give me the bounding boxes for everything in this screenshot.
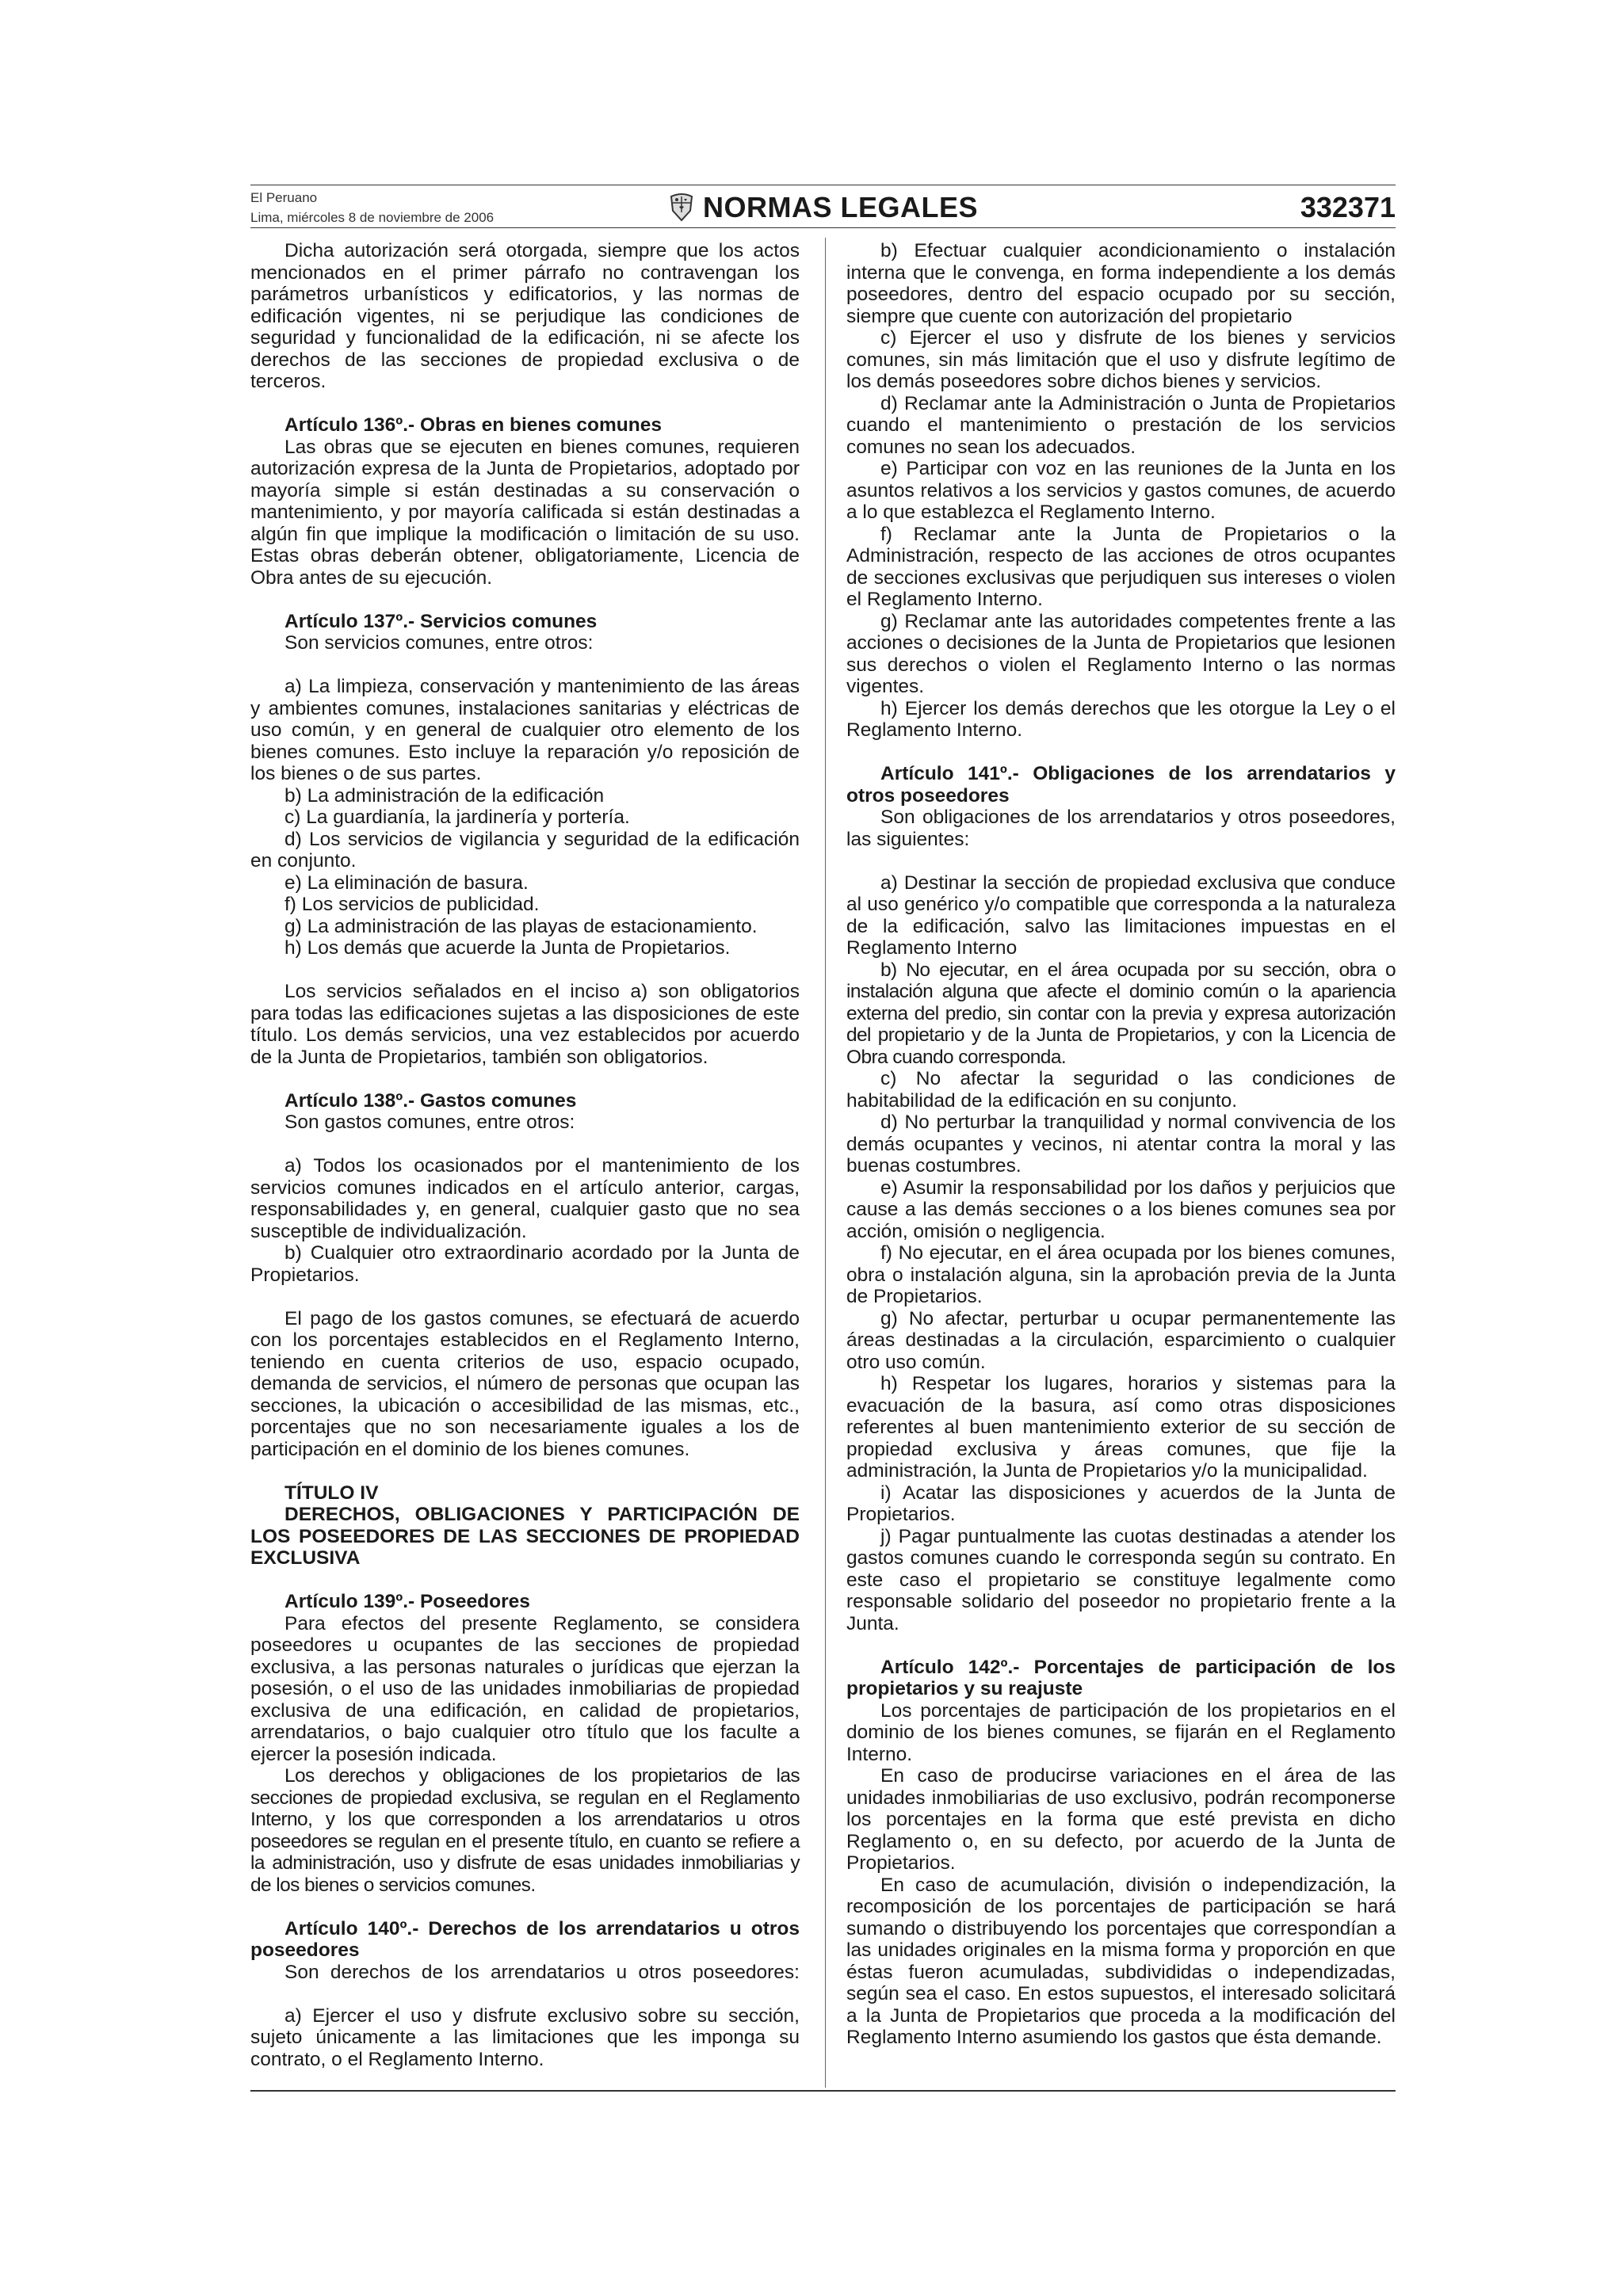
article-141-heading: Artículo 141º.- Obligaciones de los arrendatarios y otros poseedores bbox=[846, 763, 1396, 807]
list-item: h) Respetar los lugares, horarios y sistemas para la evacuación de la basura, así como otras disposiciones referentes al buen mantenimiento exterior de su sección de propiedad exclusiva y áreas comunes, que fije la administración, la Junta de Propietarios y/o la municipalidad. bbox=[846, 1373, 1396, 1482]
article-140-lead: Son derechos de los arrendatarios u otros poseedores: bbox=[285, 1961, 800, 1983]
publication-name: El Peruano bbox=[250, 190, 318, 205]
list-item: e) La eliminación de basura. bbox=[285, 871, 529, 894]
article-137-lead: Son servicios comunes, entre otros: bbox=[285, 632, 594, 654]
list-item: j) Pagar puntualmente las cuotas destinadas a atender los gastos comunes cuando le corresponda según su contrato. En este caso el propietario se constituye legalmente como responsable solidario del poseedor no propietario frente a la Junta. bbox=[846, 1525, 1396, 1634]
list-item: i) Acatar las disposiciones y acuerdos de la Junta de Propietarios. bbox=[846, 1482, 1396, 1525]
column-divider bbox=[825, 238, 826, 2088]
list-item: e) Participar con voz en las reuniones de la Junta en los asuntos relativos a los servicios y gastos comunes, de acuerdo a lo que establezca el Reglamento Interno. bbox=[846, 458, 1396, 523]
left-column bbox=[250, 240, 800, 2070]
list-item: c) La guardianía, la jardinería y portería. bbox=[285, 807, 630, 828]
list-item: c) No afectar la seguridad o las condiciones de habitabilidad de la edificación en su conjunto. bbox=[846, 1068, 1396, 1112]
list-item: f) Reclamar ante la Junta de Propietarios o la Administración, respecto de las acciones de otros ocupantes de secciones exclusivas que perjudiquen sus intereses o violen el Reglamento Interno. bbox=[846, 523, 1396, 610]
list-item: c) Ejercer el uso y disfrute de los bienes y servicios comunes, sin más limitación que el uso y disfrute legítimo de los demás poseedores sobre dichos bienes y servicios. bbox=[846, 327, 1396, 392]
list-item: g) Reclamar ante las autoridades competentes frente a las acciones o decisiones de la Junta de Propietarios que lesionen sus derechos o violen el Reglamento Interno o las normas vigentes. bbox=[846, 610, 1396, 697]
article-138-lead: Son gastos comunes, entre otros: bbox=[285, 1112, 575, 1133]
list-item: b) No ejecutar, en el área ocupada por su sección, obra o instalación alguna que afecte el dominio común o la apariencia externa del predio, sin contar con la previa y expresa autorización del propietario y de la Junta de Propietarios, y con la Licencia de Obra cuando corresponda. bbox=[846, 959, 1396, 1068]
list-item: b) Cualquier otro extraordinario acordado por la Junta de Propietarios. bbox=[250, 1242, 800, 1286]
article-137-closing: Los servicios señalados en el inciso a) son obligatorios para todas las edificaciones sujetas a las disposiciones de este título. Los demás servicios, una vez establecidos por acuerdo de la Junta de Propietarios, también son obligatorios. bbox=[250, 981, 800, 1068]
article-139-paragraph-2: Los derechos y obligaciones de los propietarios de las secciones de propiedad exclusiva, se regulan en el Reglamento Interno, y los que corresponden a los arrendatarios u otros poseedores se regulan en el presente título, en cuanto se refiere a la administración, uso y disfrute de esas unidades inmobiliarias y de los bienes o servicios comunes. bbox=[250, 1765, 800, 1896]
article-142-heading: Artículo 142º.- Porcentajes de participación de los propietarios y su reajuste bbox=[846, 1656, 1396, 1699]
article-136-heading: Artículo 136º.- Obras en bienes comunes bbox=[285, 414, 662, 436]
list-item: b) La administración de la edificación bbox=[285, 784, 605, 807]
list-item: a) La limpieza, conservación y mantenimiento de las áreas y ambientes comunes, instalaciones sanitarias y eléctricas de uso común, y en general de cualquier otro elemento de los bienes comunes. Esto incluye la reparación y/o reposición de los bienes o de sus partes. bbox=[250, 676, 800, 784]
article-136-text: Las obras que se ejecuten en bienes comunes, requieren autorización expresa de la Junta de Propietarios, adoptado por mayoría simple si están destinadas a su conservación o mantenimiento, y por mayoría calificada si están destinadas a algún fin que implique la modificación o limitación de su uso. Estas obras deberán obtener, obligatoriamente, Licencia de Obra antes de su ejecución. bbox=[250, 436, 800, 589]
article-137-heading: Artículo 137º.- Servicios comunes bbox=[285, 610, 598, 632]
page-header bbox=[250, 185, 1396, 228]
article-142-paragraph-2: En caso de producirse variaciones en el área de las unidades inmobiliarias de uso exclusivo, podrán recomponerse los porcentajes en la forma que esté prevista en dicho Reglamento o, en su defecto, por acuerdo de la Junta de Propietarios. bbox=[846, 1765, 1396, 1874]
list-item: e) Asumir la responsabilidad por los daños y perjuicios que cause a las demás secciones o a los bienes comunes sea por acción, omisión o negligencia. bbox=[846, 1177, 1396, 1242]
list-item: h) Ejercer los demás derechos que les otorgue la Ley o el Reglamento Interno. bbox=[846, 697, 1396, 741]
section-title: NORMAS LEGALES bbox=[702, 191, 978, 223]
list-item: d) No perturbar la tranquilidad y normal convivencia de los demás ocupantes y vecinos, ni atentar contra la moral y las buenas costumbres. bbox=[846, 1112, 1396, 1177]
section-title-block bbox=[250, 190, 1396, 225]
article-141-lead: Son obligaciones de los arrendatarios y otros poseedores, las siguientes: bbox=[846, 807, 1396, 850]
article-140-heading: Artículo 140º.- Derechos de los arrendatarios u otros poseedores bbox=[250, 1917, 800, 1961]
article-139-heading: Artículo 139º.- Poseedores bbox=[285, 1591, 530, 1612]
article-139-paragraph-1: Para efectos del presente Reglamento, se considera poseedores u ocupantes de las secciones de propiedad exclusiva, a las personas naturales o jurídicas que ejerzan la posesión, o el uso de las unidades inmobiliarias de propiedad exclusiva de una edificación, en calidad de propietarios, arrendatarios, o bajo cualquier otro título que los faculte a ejercer la posesión indicada. bbox=[250, 1612, 800, 1765]
intro-paragraph: Dicha autorización será otorgada, siempre que los actos mencionados en el primer párrafo no contravengan los parámetros urbanísticos y edificatorios, y las normas de edificación vigentes, ni se perjudique las condiciones de seguridad y funcionalidad de la edificación, ni se afecte los derechos de las secciones de propiedad exclusiva o de terceros. bbox=[250, 240, 800, 392]
list-item: f) No ejecutar, en el área ocupada por los bienes comunes, obra o instalación alguna, sin la aprobación previa de la Junta de Propietarios. bbox=[846, 1242, 1396, 1307]
list-item: g) No afectar, perturbar u ocupar permanentemente las áreas destinadas a la circulación, esparcimiento o cualquier otro uso común. bbox=[846, 1307, 1396, 1373]
titulo-iv-title: DERECHOS, OBLIGACIONES Y PARTICIPACIÓN DE LOS POSEEDORES DE LAS SECCIONES DE PROPIEDAD EXCLUSIVA bbox=[250, 1504, 800, 1569]
article-142-paragraph-1: Los porcentajes de participación de los propietarios en el dominio de los bienes comunes, se fijarán en el Reglamento Interno. bbox=[846, 1699, 1396, 1765]
list-item: b) Efectuar cualquier acondicionamiento o instalación interna que le convenga, en forma independiente a los demás poseedores, dentro del espacio ocupado por su sección, siempre que cuente con autorización del propietario bbox=[846, 240, 1396, 327]
list-item: d) Los servicios de vigilancia y seguridad de la edificación en conjunto. bbox=[250, 828, 800, 871]
list-item: a) Todos los ocasionados por el mantenimiento de los servicios comunes indicados en el artículo anterior, cargas, responsabilidades y, en general, cualquier gasto que no sea susceptible de individualización. bbox=[250, 1155, 800, 1242]
article-138-closing: El pago de los gastos comunes, se efectuará de acuerdo con los porcentajes establecidos en el Reglamento Interno, teniendo en cuenta criterios de uso, espacio ocupado, demanda de servicios, el número de personas que ocupan las secciones, la ubicación o accesibilidad de las mismas, etc., porcentajes que no son necesariamente iguales a los de participación en el dominio de los bienes comunes. bbox=[250, 1307, 800, 1460]
article-142-paragraph-3: En caso de acumulación, división o independización, la recomposición de los porcentajes de participación se hará sumando o distribuyendo los porcentajes que correspondían a las unidades originales en la misma forma y proporción en que éstas fueron acumuladas, subdivididas o independizadas, según sea el caso. En estos supuestos, el interesado solicitará a la Junta de Propietarios que proceda a la modificación del Reglamento Interno asumiendo los gastos que ésta demande. bbox=[846, 1874, 1396, 2048]
list-item: f) Los servicios de publicidad. bbox=[285, 894, 540, 915]
peru-coat-of-arms-icon bbox=[668, 192, 695, 222]
list-item: a) Ejercer el uso y disfrute exclusivo sobre su sección, sujeto únicamente a las limitaciones que les imponga su contrato, o el Reglamento Interno. bbox=[250, 2004, 800, 2070]
titulo-iv-label: TÍTULO IV bbox=[285, 1482, 379, 1504]
list-item: h) Los demás que acuerde la Junta de Propietarios. bbox=[285, 937, 731, 959]
right-column bbox=[846, 240, 1396, 2049]
list-item: d) Reclamar ante la Administración o Junta de Propietarios cuando el mantenimiento o prestación de los servicios comunes no sean los adecuados. bbox=[846, 392, 1396, 458]
bottom-rule bbox=[250, 2090, 1396, 2092]
list-item: a) Destinar la sección de propiedad exclusiva que conduce al uso genérico y/o compatible que corresponda a la naturaleza de la edificación, salvo las limitaciones impuestas en el Reglamento Interno bbox=[846, 871, 1396, 959]
page-number: 332371 bbox=[1300, 191, 1396, 223]
article-138-heading: Artículo 138º.- Gastos comunes bbox=[285, 1089, 577, 1112]
publication-date: Lima, miércoles 8 de noviembre de 2006 bbox=[250, 210, 495, 225]
list-item: g) La administración de las playas de estacionamiento. bbox=[285, 915, 758, 937]
